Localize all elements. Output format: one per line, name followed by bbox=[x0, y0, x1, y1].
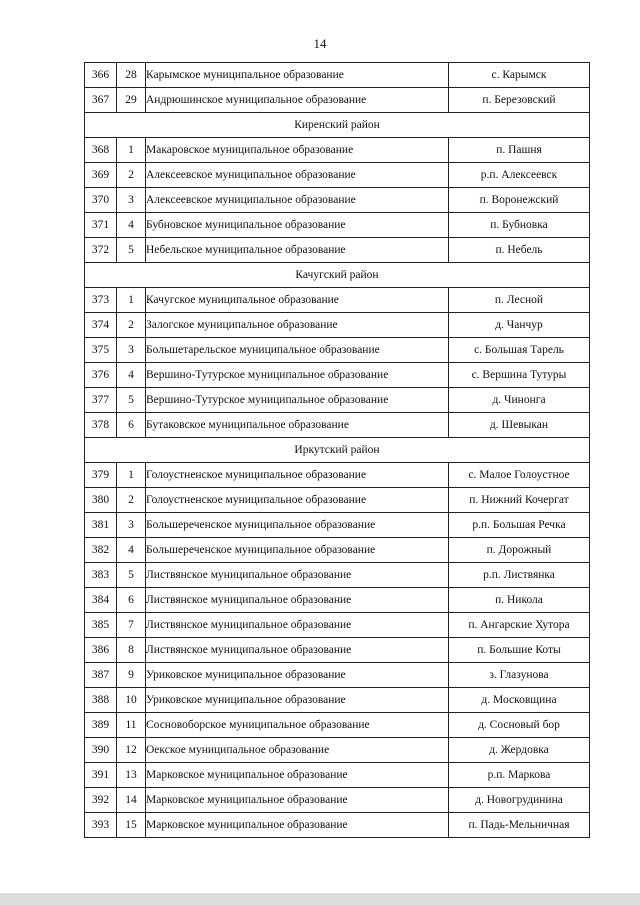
scan-bottom-edge bbox=[0, 893, 640, 905]
settlement-name: р.п. Алексеевск bbox=[449, 163, 590, 188]
row-number: 366 bbox=[85, 63, 117, 88]
municipality-name: Вершино-Тутурское муниципальное образование bbox=[146, 388, 449, 413]
settlement-name: д. Московщина bbox=[449, 688, 590, 713]
municipality-name: Андрюшинское муниципальное образование bbox=[146, 88, 449, 113]
table-row bbox=[85, 763, 590, 788]
row-sub-number: 7 bbox=[117, 613, 146, 638]
settlement-name: д. Новогрудинина bbox=[449, 788, 590, 813]
row-sub-number: 3 bbox=[117, 338, 146, 363]
settlement-name: д. Сосновый бор bbox=[449, 713, 590, 738]
municipality-name: Вершино-Тутурское муниципальное образование bbox=[146, 363, 449, 388]
municipality-name: Уриковское муниципальное образование bbox=[146, 688, 449, 713]
row-sub-number: 1 bbox=[117, 288, 146, 313]
municipality-name: Марковское муниципальное образование bbox=[146, 788, 449, 813]
municipality-name: Голоустненское муниципальное образование bbox=[146, 488, 449, 513]
district-name: Киренский район bbox=[85, 113, 590, 138]
municipality-name: Большереченское муниципальное образование bbox=[146, 538, 449, 563]
settlement-name: п. Никола bbox=[449, 588, 590, 613]
settlement-name: п. Бубновка bbox=[449, 213, 590, 238]
settlement-name: с. Малое Голоустное bbox=[449, 463, 590, 488]
row-sub-number: 6 bbox=[117, 413, 146, 438]
settlement-name: д. Чинонга bbox=[449, 388, 590, 413]
municipality-name: Карымское муниципальное образование bbox=[146, 63, 449, 88]
district-name: Иркутский район bbox=[85, 438, 590, 463]
settlement-name: п. Падь-Мельничная bbox=[449, 813, 590, 838]
settlement-name: д. Жердовка bbox=[449, 738, 590, 763]
row-number: 367 bbox=[85, 88, 117, 113]
table-row bbox=[85, 563, 590, 588]
municipality-name: Голоустненское муниципальное образование bbox=[146, 463, 449, 488]
settlement-name: д. Чанчур bbox=[449, 313, 590, 338]
page-number: 14 bbox=[313, 36, 327, 51]
district-header-row bbox=[85, 438, 590, 463]
district-header-row bbox=[85, 263, 590, 288]
table-row bbox=[85, 638, 590, 663]
municipality-name: Большереченское муниципальное образование bbox=[146, 513, 449, 538]
settlement-name: с. Вершина Тутуры bbox=[449, 363, 590, 388]
settlement-name: р.п. Большая Речка bbox=[449, 513, 590, 538]
settlement-name: д. Шевыкан bbox=[449, 413, 590, 438]
table-row bbox=[85, 388, 590, 413]
row-number: 379 bbox=[85, 463, 117, 488]
table-row bbox=[85, 188, 590, 213]
table-row bbox=[85, 713, 590, 738]
row-sub-number: 5 bbox=[117, 388, 146, 413]
row-number: 384 bbox=[85, 588, 117, 613]
settlement-name: п. Ангарские Хутора bbox=[449, 613, 590, 638]
row-number: 371 bbox=[85, 213, 117, 238]
row-number: 375 bbox=[85, 338, 117, 363]
table-row bbox=[85, 363, 590, 388]
row-number: 377 bbox=[85, 388, 117, 413]
row-sub-number: 11 bbox=[117, 713, 146, 738]
table-row bbox=[85, 813, 590, 838]
municipality-name: Алексеевское муниципальное образование bbox=[146, 163, 449, 188]
row-sub-number: 2 bbox=[117, 163, 146, 188]
municipality-name: Качугское муниципальное образование bbox=[146, 288, 449, 313]
row-sub-number: 6 bbox=[117, 588, 146, 613]
row-sub-number: 1 bbox=[117, 463, 146, 488]
row-sub-number: 4 bbox=[117, 538, 146, 563]
row-sub-number: 3 bbox=[117, 188, 146, 213]
row-sub-number: 13 bbox=[117, 763, 146, 788]
row-sub-number: 5 bbox=[117, 238, 146, 263]
municipality-name: Алексеевское муниципальное образование bbox=[146, 188, 449, 213]
settlement-name: п. Нижний Кочергат bbox=[449, 488, 590, 513]
table-row bbox=[85, 588, 590, 613]
table-row bbox=[85, 338, 590, 363]
row-sub-number: 12 bbox=[117, 738, 146, 763]
district-name: Качугский район bbox=[85, 263, 590, 288]
row-number: 369 bbox=[85, 163, 117, 188]
municipality-name: Листвянское муниципальное образование bbox=[146, 563, 449, 588]
settlement-name: з. Глазунова bbox=[449, 663, 590, 688]
municipality-name: Макаровское муниципальное образование bbox=[146, 138, 449, 163]
district-header-row bbox=[85, 113, 590, 138]
row-sub-number: 28 bbox=[117, 63, 146, 88]
row-sub-number: 8 bbox=[117, 638, 146, 663]
municipality-name: Уриковское муниципальное образование bbox=[146, 663, 449, 688]
settlement-name: п. Дорожный bbox=[449, 538, 590, 563]
row-number: 385 bbox=[85, 613, 117, 638]
row-number: 368 bbox=[85, 138, 117, 163]
row-number: 390 bbox=[85, 738, 117, 763]
municipality-name: Сосновоборское муниципальное образование bbox=[146, 713, 449, 738]
table-row bbox=[85, 288, 590, 313]
settlement-name: п. Воронежский bbox=[449, 188, 590, 213]
row-number: 374 bbox=[85, 313, 117, 338]
row-sub-number: 1 bbox=[117, 138, 146, 163]
row-number: 392 bbox=[85, 788, 117, 813]
municipality-name: Листвянское муниципальное образование bbox=[146, 638, 449, 663]
row-number: 380 bbox=[85, 488, 117, 513]
table-row bbox=[85, 88, 590, 113]
settlement-name: п. Лесной bbox=[449, 288, 590, 313]
row-number: 393 bbox=[85, 813, 117, 838]
municipality-name: Листвянское муниципальное образование bbox=[146, 613, 449, 638]
row-number: 372 bbox=[85, 238, 117, 263]
settlements-table bbox=[84, 62, 590, 838]
row-sub-number: 14 bbox=[117, 788, 146, 813]
row-number: 378 bbox=[85, 413, 117, 438]
municipality-name: Большетарельское муниципальное образование bbox=[146, 338, 449, 363]
table-row bbox=[85, 138, 590, 163]
municipality-name: Марковское муниципальное образование bbox=[146, 813, 449, 838]
table-row bbox=[85, 688, 590, 713]
row-number: 389 bbox=[85, 713, 117, 738]
settlement-name: с. Карымск bbox=[449, 63, 590, 88]
settlement-name: п. Небель bbox=[449, 238, 590, 263]
table-row bbox=[85, 538, 590, 563]
settlement-name: п. Березовский bbox=[449, 88, 590, 113]
municipality-name: Оекское муниципальное образование bbox=[146, 738, 449, 763]
settlements-table-body bbox=[85, 63, 590, 838]
table-row bbox=[85, 463, 590, 488]
row-number: 388 bbox=[85, 688, 117, 713]
row-number: 391 bbox=[85, 763, 117, 788]
settlement-name: п. Пашня bbox=[449, 138, 590, 163]
row-sub-number: 4 bbox=[117, 213, 146, 238]
row-number: 381 bbox=[85, 513, 117, 538]
municipality-name: Бутаковское муниципальное образование bbox=[146, 413, 449, 438]
municipality-name: Листвянское муниципальное образование bbox=[146, 588, 449, 613]
table-row bbox=[85, 513, 590, 538]
table-row bbox=[85, 613, 590, 638]
table-row bbox=[85, 788, 590, 813]
row-sub-number: 29 bbox=[117, 88, 146, 113]
table-row bbox=[85, 413, 590, 438]
settlement-name: с. Большая Тарель bbox=[449, 338, 590, 363]
municipality-name: Залогское муниципальное образование bbox=[146, 313, 449, 338]
row-number: 382 bbox=[85, 538, 117, 563]
municipality-name: Небельское муниципальное образование bbox=[146, 238, 449, 263]
row-number: 370 bbox=[85, 188, 117, 213]
row-sub-number: 10 bbox=[117, 688, 146, 713]
table-row bbox=[85, 238, 590, 263]
table-row bbox=[85, 488, 590, 513]
municipality-name: Бубновское муниципальное образование bbox=[146, 213, 449, 238]
table-row bbox=[85, 738, 590, 763]
table-row bbox=[85, 63, 590, 88]
table-row bbox=[85, 163, 590, 188]
row-sub-number: 9 bbox=[117, 663, 146, 688]
row-number: 387 bbox=[85, 663, 117, 688]
municipality-name: Марковское муниципальное образование bbox=[146, 763, 449, 788]
row-sub-number: 5 bbox=[117, 563, 146, 588]
row-number: 383 bbox=[85, 563, 117, 588]
table-row bbox=[85, 663, 590, 688]
row-number: 373 bbox=[85, 288, 117, 313]
row-number: 376 bbox=[85, 363, 117, 388]
row-sub-number: 15 bbox=[117, 813, 146, 838]
table-row bbox=[85, 313, 590, 338]
row-sub-number: 4 bbox=[117, 363, 146, 388]
row-sub-number: 2 bbox=[117, 313, 146, 338]
table-row bbox=[85, 213, 590, 238]
settlement-name: р.п. Маркова bbox=[449, 763, 590, 788]
row-sub-number: 2 bbox=[117, 488, 146, 513]
row-number: 386 bbox=[85, 638, 117, 663]
settlement-name: п. Большие Коты bbox=[449, 638, 590, 663]
row-sub-number: 3 bbox=[117, 513, 146, 538]
settlement-name: р.п. Листвянка bbox=[449, 563, 590, 588]
